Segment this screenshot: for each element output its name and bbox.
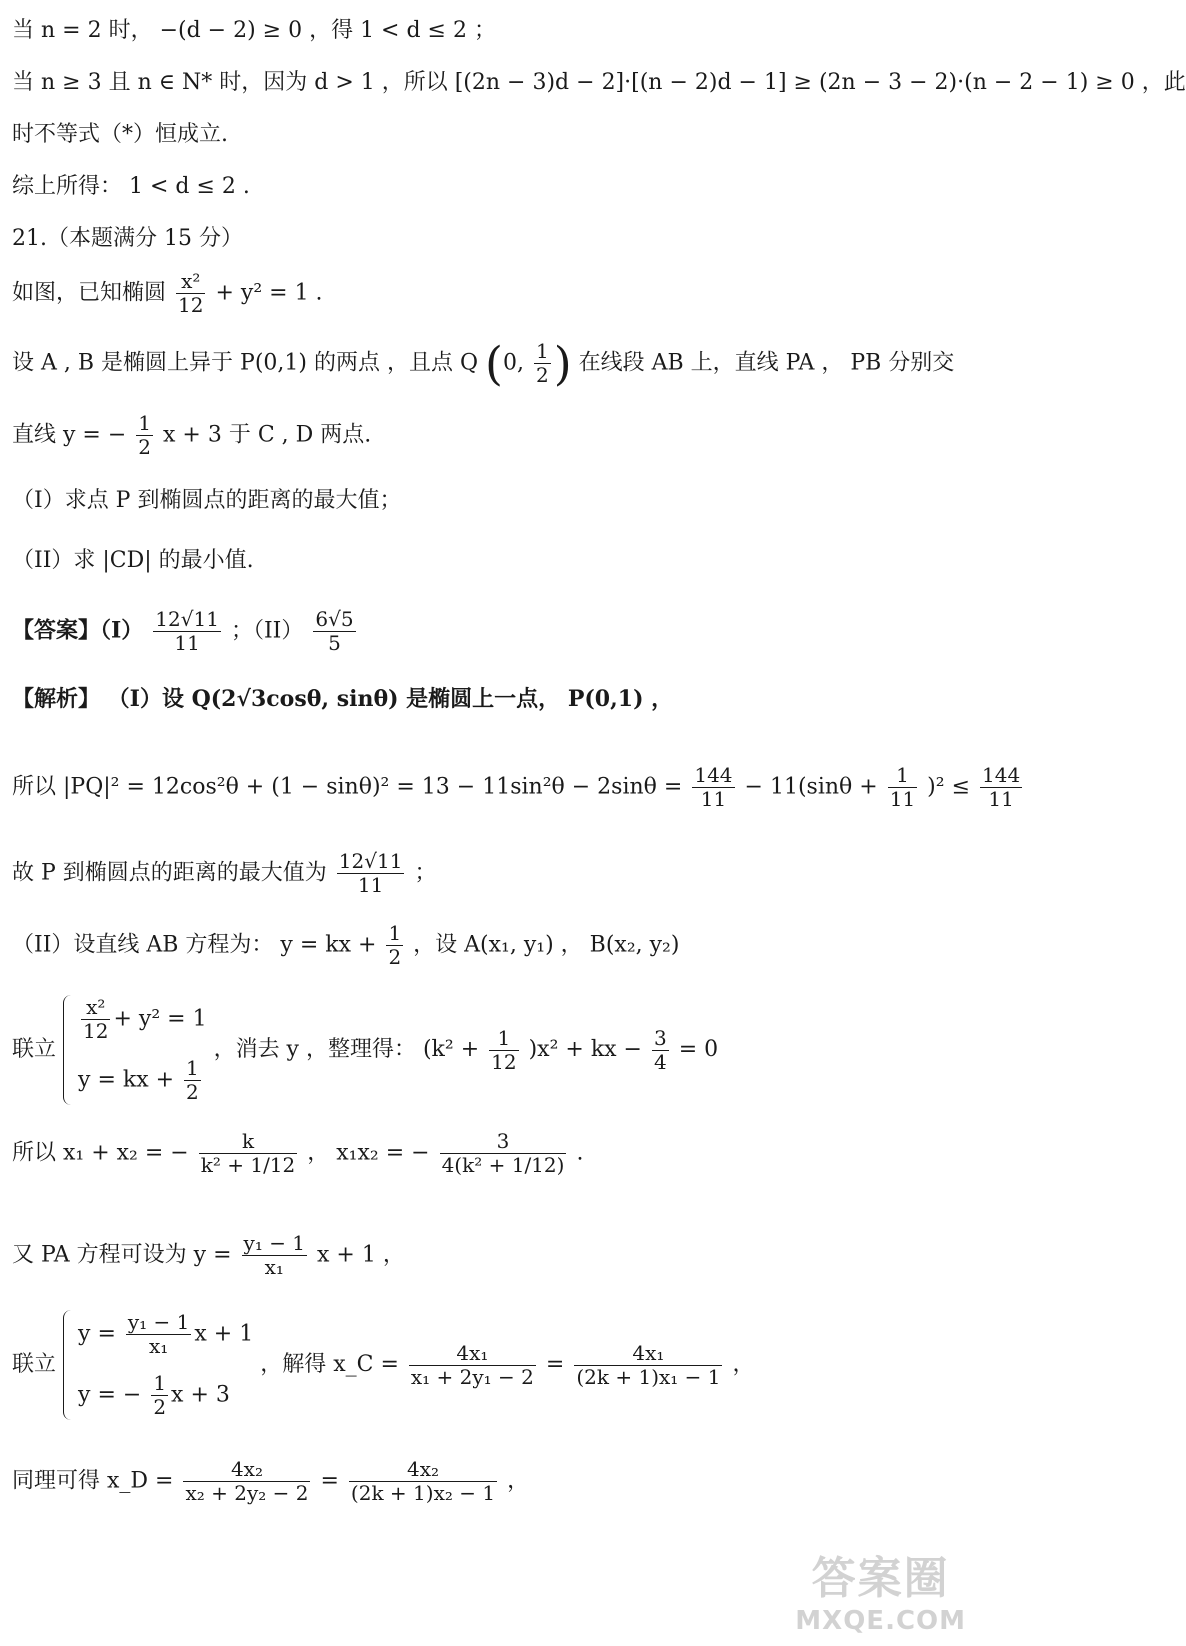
question-1: （I）求点 P 到椭圆点的距离的最大值；	[12, 488, 402, 513]
fraction-one-half: $\frac{1}{2}$	[153, 1371, 167, 1419]
fraction-one-over-12: $\frac{1}{12}$	[491, 1025, 517, 1074]
points-statement: 设 A , B 是椭圆上异于 P(0,1) 的两点 ，且点 Q (0, $\frac{1}{2}$ ) 在线段 AB 上，直线 PA ， PB 分别交	[12, 336, 955, 391]
fraction-answer-2: $\frac{6√5}{5}$	[315, 607, 354, 655]
watermark-logo: 答案圈 MXQE.COM	[795, 1553, 966, 1636]
question-2: （II）求 |CD| 的最小值.	[12, 548, 254, 573]
fraction-xd-2: $\frac{\text{4x₂}}{\text{(2k + 1)x₂ − 1}}$	[350, 1457, 496, 1505]
fraction-144-over-11: $\frac{144}{11}$	[982, 763, 1021, 811]
equation-system: y = $\frac{\text{y₁ − 1}}{\text{x₁}}$ x + 1 y = − $\frac{1}{2}$ x + 3	[63, 1310, 253, 1420]
fraction-one-half: $\frac{1}{2}$	[535, 339, 549, 387]
fraction-slope-pa: $\frac{\text{y₁ − 1}}{\text{x₁}}$	[127, 1310, 190, 1358]
fraction-three-over-4: $\frac{3}{4}$	[654, 1025, 667, 1074]
analysis-system-2: 联立 y = $\frac{\text{y₁ − 1}}{\text{x₁}}$ x + 1 y = − $\frac{1}{2}$ x + 3 ，解得 x_C = $\frac{\text{4x₁}}{\text{x₁ + 2y₁ − 2}}$ = $\frac{\text{4x₁}}{\text{(2k + 1)x₁ − 1}}$ ，	[12, 1310, 755, 1419]
fraction-x2-over-12: $\frac{\text{x²}}{12}$	[83, 995, 109, 1043]
analysis-vieta: 所以 x₁ + x₂ = − $\frac{k}{\text{k² + 1/12}}$ ， x₁x₂ = − $\frac{3}{\text{4(k² + 1/12)}}$ .	[12, 1129, 584, 1177]
analysis-line-4: （II）设直线 AB 方程为： y = kx + $\frac{1}{2}$ ，设 A(x₁, y₁) ， B(x₂, y₂)	[12, 921, 680, 969]
text-line-1: 当 n = 2 时， −(d − 2) ≥ 0 ，得 1 < d ≤ 2 ；	[12, 18, 496, 43]
analysis-line-2: 所以 |PQ|² = 12cos²θ + (1 − sinθ)² = 13 − 11sin²θ − 2sinθ = $\frac{144}{11}$ − 11(sinθ + $\frac{1}{11}$ )² ≤ $\frac{144}{11}$	[12, 763, 1021, 811]
fraction-k-over-sum: $\frac{k}{\text{k² + 1/12}}$	[200, 1129, 296, 1177]
problem-header: 21.（本题满分 15 分）	[12, 226, 243, 251]
fraction-xd-1: $\frac{\text{4x₂}}{\text{x₂ + 2y₂ − 2}}$	[185, 1457, 309, 1505]
fraction-one-half: $\frac{1}{2}$	[186, 1056, 199, 1104]
analysis-system-1: 联立 $\frac{\text{x²}}{12}$ + y² = 1 y = kx + $\frac{1}{2}$ ，消去 y ，整理得： (k² + $\frac{1}{12}$ )x² + kx − $\frac{3}{4}$ = 0	[12, 995, 719, 1104]
fraction-xc-1: $\frac{\text{4x₁}}{\text{x₁ + 2y₁ − 2}}$	[410, 1340, 534, 1389]
line-cd-statement: 直线 y = − $\frac{1}{2}$ x + 3 于 C , D 两点.	[12, 411, 372, 459]
ellipse-statement: 如图，已知椭圆 $\frac{\text{x²}}{12}$ + y² = 1 .	[12, 269, 323, 317]
fraction-one-half: $\frac{1}{2}$	[138, 411, 152, 459]
analysis-xd: 同理可得 x_D = $\frac{\text{4x₂}}{\text{x₂ + 2y₂ − 2}}$ = $\frac{\text{4x₂}}{\text{(2k + 1)x₂ − 1}}$ ，	[12, 1457, 530, 1505]
analysis-line-3: 故 P 到椭圆点的距离的最大值为 $\frac{12√11}{11}$ ；	[12, 849, 437, 897]
fraction-x2-over-12: $\frac{\text{x²}}{12}$	[178, 269, 204, 317]
fraction-product: $\frac{3}{\text{4(k² + 1/12)}}$	[441, 1129, 565, 1177]
equation-system: $\frac{\text{x²}}{12}$ + y² = 1 y = kx + $\frac{1}{2}$	[63, 995, 207, 1105]
fraction-one-half: $\frac{1}{2}$	[388, 921, 402, 969]
analysis-pa-line: 又 PA 方程可设为 y = $\frac{\text{y₁ − 1}}{\text{x₁}}$ x + 1 ，	[12, 1231, 405, 1279]
analysis-line-1: 【解析】 （I）设 Q(2√3cosθ, sinθ) 是椭圆上一点， P(0,1) ，	[12, 686, 674, 712]
text-line-3: 时不等式（*）恒成立.	[12, 122, 228, 147]
fraction-answer-1: $\frac{12√11}{11}$	[155, 607, 219, 655]
fraction-one-over-11: $\frac{1}{11}$	[889, 763, 916, 811]
fraction-144-over-11: $\frac{144}{11}$	[694, 763, 733, 811]
fraction-answer-1: $\frac{12√11}{11}$	[338, 849, 403, 897]
text-line-2: 当 n ≥ 3 且 n ∈ N* 时，因为 d > 1 ，所以 [(2n − 3)d − 2]·[(n − 2)d − 1] ≥ (2n − 3 − 2)·(n − 2 − 1) ≥ 0 ，此	[12, 70, 1186, 95]
fraction-xc-2: $\frac{\text{4x₁}}{\text{(2k + 1)x₁ − 1}}$	[576, 1340, 721, 1389]
answer-line: 【答案】（I） $\frac{12√11}{11}$ ；（II） $\frac{6√5}{5}$	[12, 607, 354, 655]
fraction-slope-pa: $\frac{\text{y₁ − 1}}{\text{x₁}}$	[243, 1231, 306, 1279]
text-line-4: 综上所得： 1 < d ≤ 2 .	[12, 174, 250, 199]
